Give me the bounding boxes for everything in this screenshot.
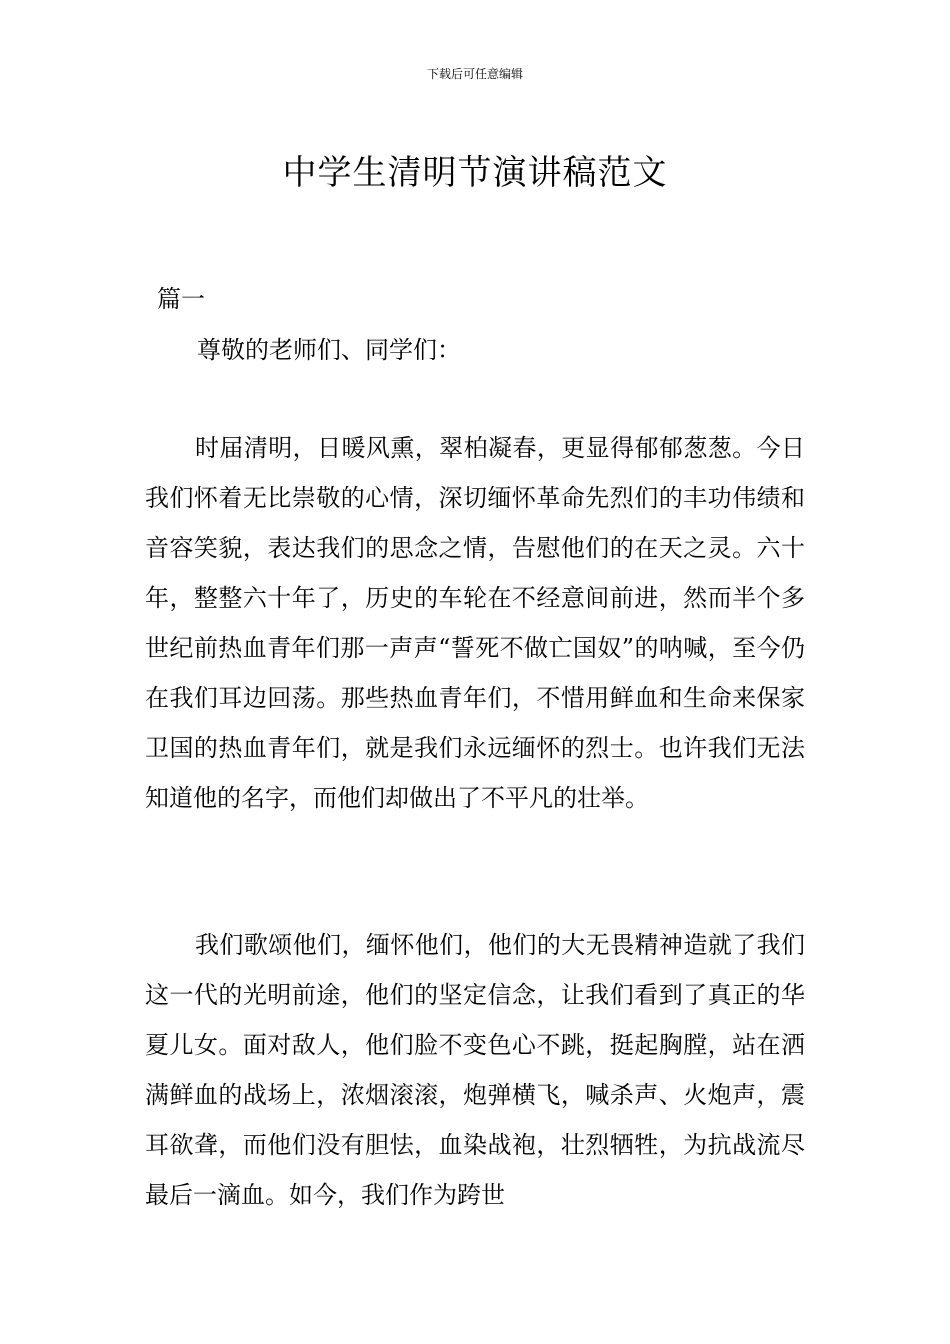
body-paragraph-1: 时届清明，日暖风熏，翠柏凝春，更显得郁郁葱葱。今日我们怀着无比崇敬的心情，深切缅怀革命先烈们的丰功伟绩和音容笑貌，表达我们的思念之情，告慰他们的在天之灵。六十年，整整六十年了，历史的车轮在不经意间前进，然而半个多世纪前热血青年们那一声声“誓死不做亡国奴”的呐喊，至今仍在我们耳边回荡。那些热血青年们，不惜用鲜血和生命来保家卫国的热血青年们，就是我们永远缅怀的烈士。也许我们无法知道他的名字，而他们却做出了不平凡的壮举。 <box>145 434 805 812</box>
salutation: 尊敬的老师们、同学们： <box>197 336 461 364</box>
section-label: 篇一 <box>157 285 205 313</box>
header-note: 下载后可任意编辑 <box>426 67 523 81</box>
body-paragraph-2: 我们歌颂他们，缅怀他们，他们的大无畏精神造就了我们这一代的光明前途，他们的坚定信念，让我们看到了真正的华夏儿女。面对敌人，他们脸不变色心不跳，挺起胸膛，站在洒满鲜血的战场上，浓烟滚滚，炮弹横飞，喊杀声、火炮声，震耳欲聋，而他们没有胆怯，血染战袍，壮烈牺牲，为抗战流尽最后一滴血。如今，我们作为跨世 <box>145 931 805 1209</box>
document-title: 中学生清明节演讲稿范文 <box>282 152 668 193</box>
